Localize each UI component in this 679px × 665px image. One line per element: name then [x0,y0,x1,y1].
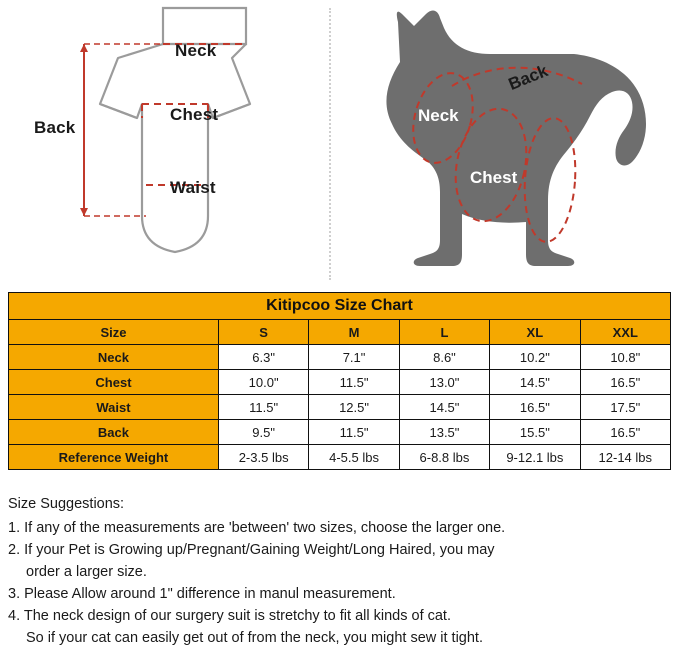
size-chart-table [8,292,671,470]
size-suggestions [8,493,671,649]
cell-value: 4-5.5 lbs [309,445,399,470]
suggestion-item-2: 2. If your Pet is Growing up/Pregnant/Gaining Weight/Long Haired, you may [8,542,495,559]
table-header-row [9,320,671,345]
suggestion-item-4: 4. The neck design of our surgery suit is stretchy to fit all kinds of cat. [8,608,451,625]
cat-label-chest: Chest [470,168,518,187]
cell-value: 8.6" [399,345,489,370]
cell-value: 15.5" [490,420,580,445]
column-header-l: L [399,320,489,345]
cell-value: 16.5" [490,395,580,420]
shirt-illustration-svg [0,0,330,288]
cell-value: 13.0" [399,370,489,395]
suggestion-item-1: 1. If any of the measurements are 'between' two sizes, choose the larger one. [8,520,506,537]
cell-value: 11.5" [309,370,399,395]
cat-label-neck: Neck [418,106,459,125]
row-label: Chest [9,370,219,395]
row-label: Waist [9,395,219,420]
cell-value: 9-12.1 lbs [490,445,580,470]
cell-value: 10.0" [218,370,308,395]
cell-value: 13.5" [399,420,489,445]
cat-illustration-svg [340,0,679,288]
column-header-xxl: XXL [580,320,670,345]
cell-value: 9.5" [218,420,308,445]
table-row [9,445,671,470]
cell-value: 10.8" [580,345,670,370]
cell-value: 6-8.8 lbs [399,445,489,470]
cell-value: 14.5" [399,395,489,420]
row-label: Neck [9,345,219,370]
column-header-size: Size [9,320,219,345]
diagram-area [0,0,679,288]
suggestion-item-4-cont: So if your cat can easily get out of from the neck, you might sew it tight. [26,630,483,647]
cat-label-back: Back [505,61,551,94]
shirt-label-waist: Waist [170,178,216,197]
table-row [9,345,671,370]
shirt-diagram [0,0,330,288]
table-row [9,395,671,420]
row-label: Reference Weight [9,445,219,470]
table-row [9,420,671,445]
column-header-s: S [218,320,308,345]
cat-diagram [340,0,679,288]
row-label: Back [9,420,219,445]
suggestions-title: Size Suggestions: [8,496,125,512]
cell-value: 6.3" [218,345,308,370]
column-header-xl: XL [490,320,580,345]
table-title-row [9,293,671,320]
table-row [9,370,671,395]
cell-value: 7.1" [309,345,399,370]
cell-value: 11.5" [309,420,399,445]
shirt-label-chest: Chest [170,105,219,124]
suggestion-item-3: 3. Please Allow around 1" difference in manul measurement. [8,586,396,603]
cell-value: 11.5" [218,395,308,420]
column-header-m: M [309,320,399,345]
cell-value: 2-3.5 lbs [218,445,308,470]
cat-label-waist: Waist [476,224,521,243]
shirt-label-neck: Neck [175,41,217,60]
cell-value: 12.5" [309,395,399,420]
suggestion-item-2-cont: order a larger size. [26,564,147,581]
cell-value: 12-14 lbs [580,445,670,470]
cell-value: 10.2" [490,345,580,370]
cell-value: 16.5" [580,370,670,395]
cell-value: 17.5" [580,395,670,420]
shirt-label-back: Back [34,118,76,137]
cell-value: 14.5" [490,370,580,395]
cell-value: 16.5" [580,420,670,445]
table-title: Kitipcoo Size Chart [9,293,671,320]
